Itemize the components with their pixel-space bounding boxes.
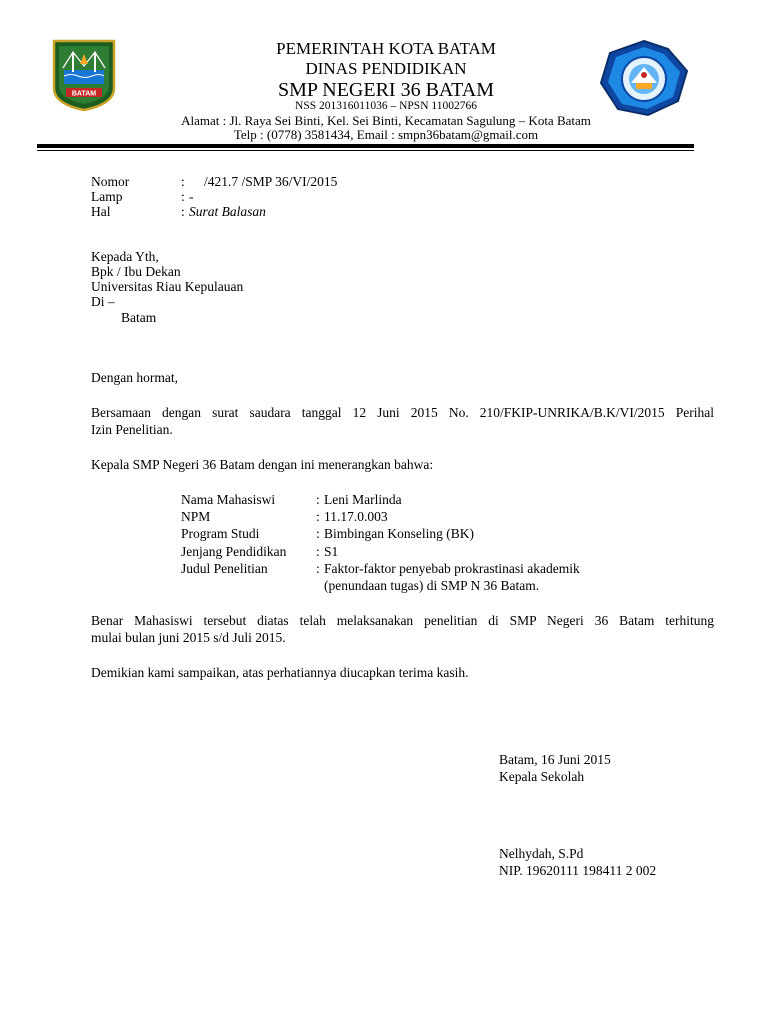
recipient-line-5: Batam bbox=[121, 310, 157, 325]
lamp-colon: : bbox=[181, 189, 185, 204]
detail-colon: : bbox=[316, 509, 320, 524]
header-address: Alamat : Jl. Raya Sei Binti, Kel. Sei Binti, Kecamatan Sagulung – Kota Batam bbox=[181, 113, 591, 128]
detail-value-title-continued: (penundaan tugas) di SMP N 36 Batam. bbox=[324, 578, 540, 593]
lamp-value: - bbox=[189, 189, 194, 204]
hal-colon: : bbox=[181, 204, 185, 219]
hal-value: Surat Balasan bbox=[189, 204, 266, 219]
closing-sentence: Demikian kami sampaikan, atas perhatiannya diucapkan terima kasih. bbox=[91, 665, 469, 680]
crest-text: BATAM bbox=[71, 90, 97, 98]
detail-colon: : bbox=[316, 492, 320, 507]
detail-colon: : bbox=[316, 544, 320, 559]
detail-value-name: Leni Marlinda bbox=[324, 492, 402, 507]
hal-label: Hal bbox=[91, 204, 111, 219]
detail-colon: : bbox=[316, 526, 320, 541]
nomor-label: Nomor bbox=[91, 174, 130, 189]
header-nss: NSS 201316011036 – NPSN 11002766 bbox=[295, 100, 477, 112]
paragraph-2: Kepala SMP Negeri 36 Batam dengan ini menerangkan bahwa: bbox=[91, 457, 434, 472]
detail-value-npm: 11.17.0.003 bbox=[324, 509, 388, 524]
header-line-department: DINAS PENDIDIKAN bbox=[305, 59, 467, 78]
recipient-line-1: Kepada Yth, bbox=[91, 249, 159, 264]
header-divider-thick bbox=[37, 144, 694, 148]
paragraph-3-line-2: mulai bulan juni 2015 s/d Juli 2015. bbox=[91, 630, 286, 645]
signature-title: Kepala Sekolah bbox=[499, 769, 585, 784]
signature-nip: NIP. 19620111 198411 2 002 bbox=[499, 863, 657, 878]
header-divider-thin bbox=[37, 150, 694, 151]
detail-label-program: Program Studi bbox=[181, 526, 260, 541]
detail-label-title: Judul Penelitian bbox=[181, 561, 268, 576]
detail-label-npm: NPM bbox=[181, 509, 211, 524]
detail-label-name: Nama Mahasiswi bbox=[181, 492, 276, 507]
nomor-colon: : bbox=[181, 174, 185, 189]
kota-batam-crest-icon bbox=[51, 38, 117, 112]
header-contact: Telp : (0778) 3581434, Email : smpn36batam@gmail.com bbox=[233, 127, 539, 142]
detail-colon: : bbox=[316, 561, 320, 576]
recipient-line-2: Bpk / Ibu Dekan bbox=[91, 264, 181, 279]
detail-label-level: Jenjang Pendidikan bbox=[181, 544, 287, 559]
header-line-government: PEMERINTAH KOTA BATAM bbox=[276, 39, 496, 58]
signature-name: Nelhydah, S.Pd bbox=[499, 846, 584, 861]
detail-value-level: S1 bbox=[324, 544, 339, 559]
greeting: Dengan hormat, bbox=[91, 370, 178, 385]
paragraph-1-line-1: Bersamaan dengan surat saudara tanggal 12 Juni 2015 No. 210/FKIP-UNRIKA/B.K/VI/2015 Perihal bbox=[91, 405, 714, 420]
detail-value-title: Faktor-faktor penyebab prokrastinasi akademik bbox=[324, 561, 580, 576]
lamp-label: Lamp bbox=[91, 189, 123, 204]
nomor-value: /421.7 /SMP 36/VI/2015 bbox=[204, 174, 338, 189]
paragraph-3-line-1: Benar Mahasiswi tersebut diatas telah melaksanakan penelitian di SMP Negeri 36 Batam terhitung bbox=[91, 613, 714, 628]
recipient-line-3: Universitas Riau Kepulauan bbox=[91, 279, 244, 294]
recipient-line-4: Di – bbox=[91, 294, 115, 309]
paragraph-1-line-2: Izin Penelitian. bbox=[91, 422, 173, 437]
detail-value-program: Bimbingan Konseling (BK) bbox=[324, 526, 474, 541]
signature-place-date: Batam, 16 Juni 2015 bbox=[499, 752, 611, 767]
header-school-name: SMP NEGERI 36 BATAM bbox=[277, 79, 494, 101]
